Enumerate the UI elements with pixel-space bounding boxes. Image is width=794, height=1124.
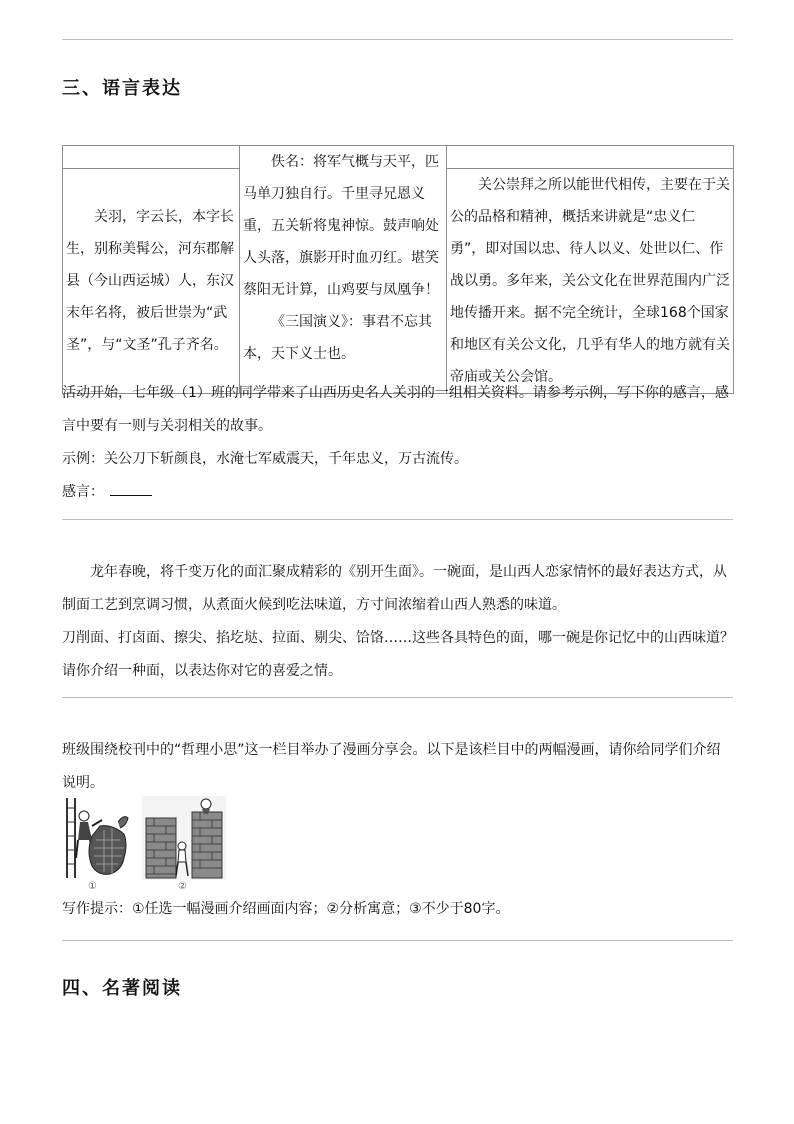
culture-text: 关公崇拜之所以能世代相传，主要在于关公的品格和精神，概括来讲就是“忠义仁勇”，即对国以忠、待人以义、处世以仁、作战以勇。多年来，关公文化在世界范围内广泛地传播开来。据不完全统计，全球168个国家和地区有关公文化，几乎有华人的地方就有关帝庙或关公会馆。 — [450, 177, 730, 385]
novel-quote: 《三国演义》：事君不忘其本，天下义士也。 — [243, 314, 432, 362]
question-1 — [62, 377, 734, 509]
divider — [62, 697, 733, 698]
section-title-language-expression: 三、语言表达 — [62, 78, 182, 99]
table-cell-culture — [447, 169, 734, 394]
guanyu-material-table — [62, 145, 734, 394]
divider — [62, 519, 733, 520]
comic-1-drawing — [62, 796, 132, 880]
section-title-classic-reading: 四、名著阅读 — [62, 978, 182, 999]
question-2-prompt: 刀削面、打卤面、擦尖、掐圪垯、拉面、剔尖、饸饹……这些各具特色的面，哪一碗是你记忆中的山西味道？请你介绍一种面，以表达你对它的喜爱之情。 — [62, 630, 734, 679]
comic-image-1 — [62, 796, 132, 880]
biography-text: 关羽，字云长，本字长生，别称美髯公，河东郡解县（今山西运城）人，东汉末年名将，被后世崇为“武圣”，与“文圣”孔子齐名。 — [66, 209, 234, 353]
poem-text: 佚名：将军气概与天平，匹马单刀独自行。千里寻兄恩义重，五关斩将鬼神惊。鼓声响处人头落，旗影开时血刃红。堪笑蔡阳无计算，山鸡要与凤凰争！ — [243, 154, 439, 298]
question-3-prompt: 班级围绕校刊中的“哲理小思”这一栏目举办了漫画分享会。以下是该栏目中的两幅漫画，请你给同学们介绍说明。 — [62, 742, 721, 791]
question-1-prompt: 活动开始，七年级（1）班的同学带来了山西历史名人关羽的一组相关资料。请参考示例，写下你的感言，感言中要有一则与关羽相关的故事。 — [62, 385, 729, 434]
table-header-cell — [447, 146, 734, 169]
question-2-intro: 龙年春晚，将千变万化的面汇聚成精彩的《别开生面》。一碗面，是山西人恋家情怀的最好表达方式，从制面工艺到烹调习惯，从煮面火候到吃法味道，方寸间浓缩着山西人熟悉的味道。 — [62, 564, 727, 613]
comic-2-drawing — [142, 796, 226, 880]
comic-caption-2: ② — [178, 881, 187, 892]
table-header-cell — [63, 146, 240, 169]
divider — [62, 940, 733, 941]
table-cell-poems — [240, 146, 447, 394]
question-3-hint: 写作提示：①任选一幅漫画介绍画面内容；②分析寓意；③不少于80字。 — [62, 901, 510, 917]
table-cell-biography — [63, 169, 240, 394]
comic-image-2 — [142, 796, 226, 880]
question-2 — [62, 556, 734, 688]
answer-blank[interactable] — [110, 481, 152, 496]
question-1-example: 示例：关公刀下斩颜良，水淹七军威震天，千年忠义，万古流传。 — [62, 451, 468, 467]
comic-caption-1: ① — [88, 881, 97, 892]
question-1-answer-line — [62, 476, 734, 509]
answer-label: 感言： — [62, 484, 104, 500]
divider — [62, 39, 733, 40]
